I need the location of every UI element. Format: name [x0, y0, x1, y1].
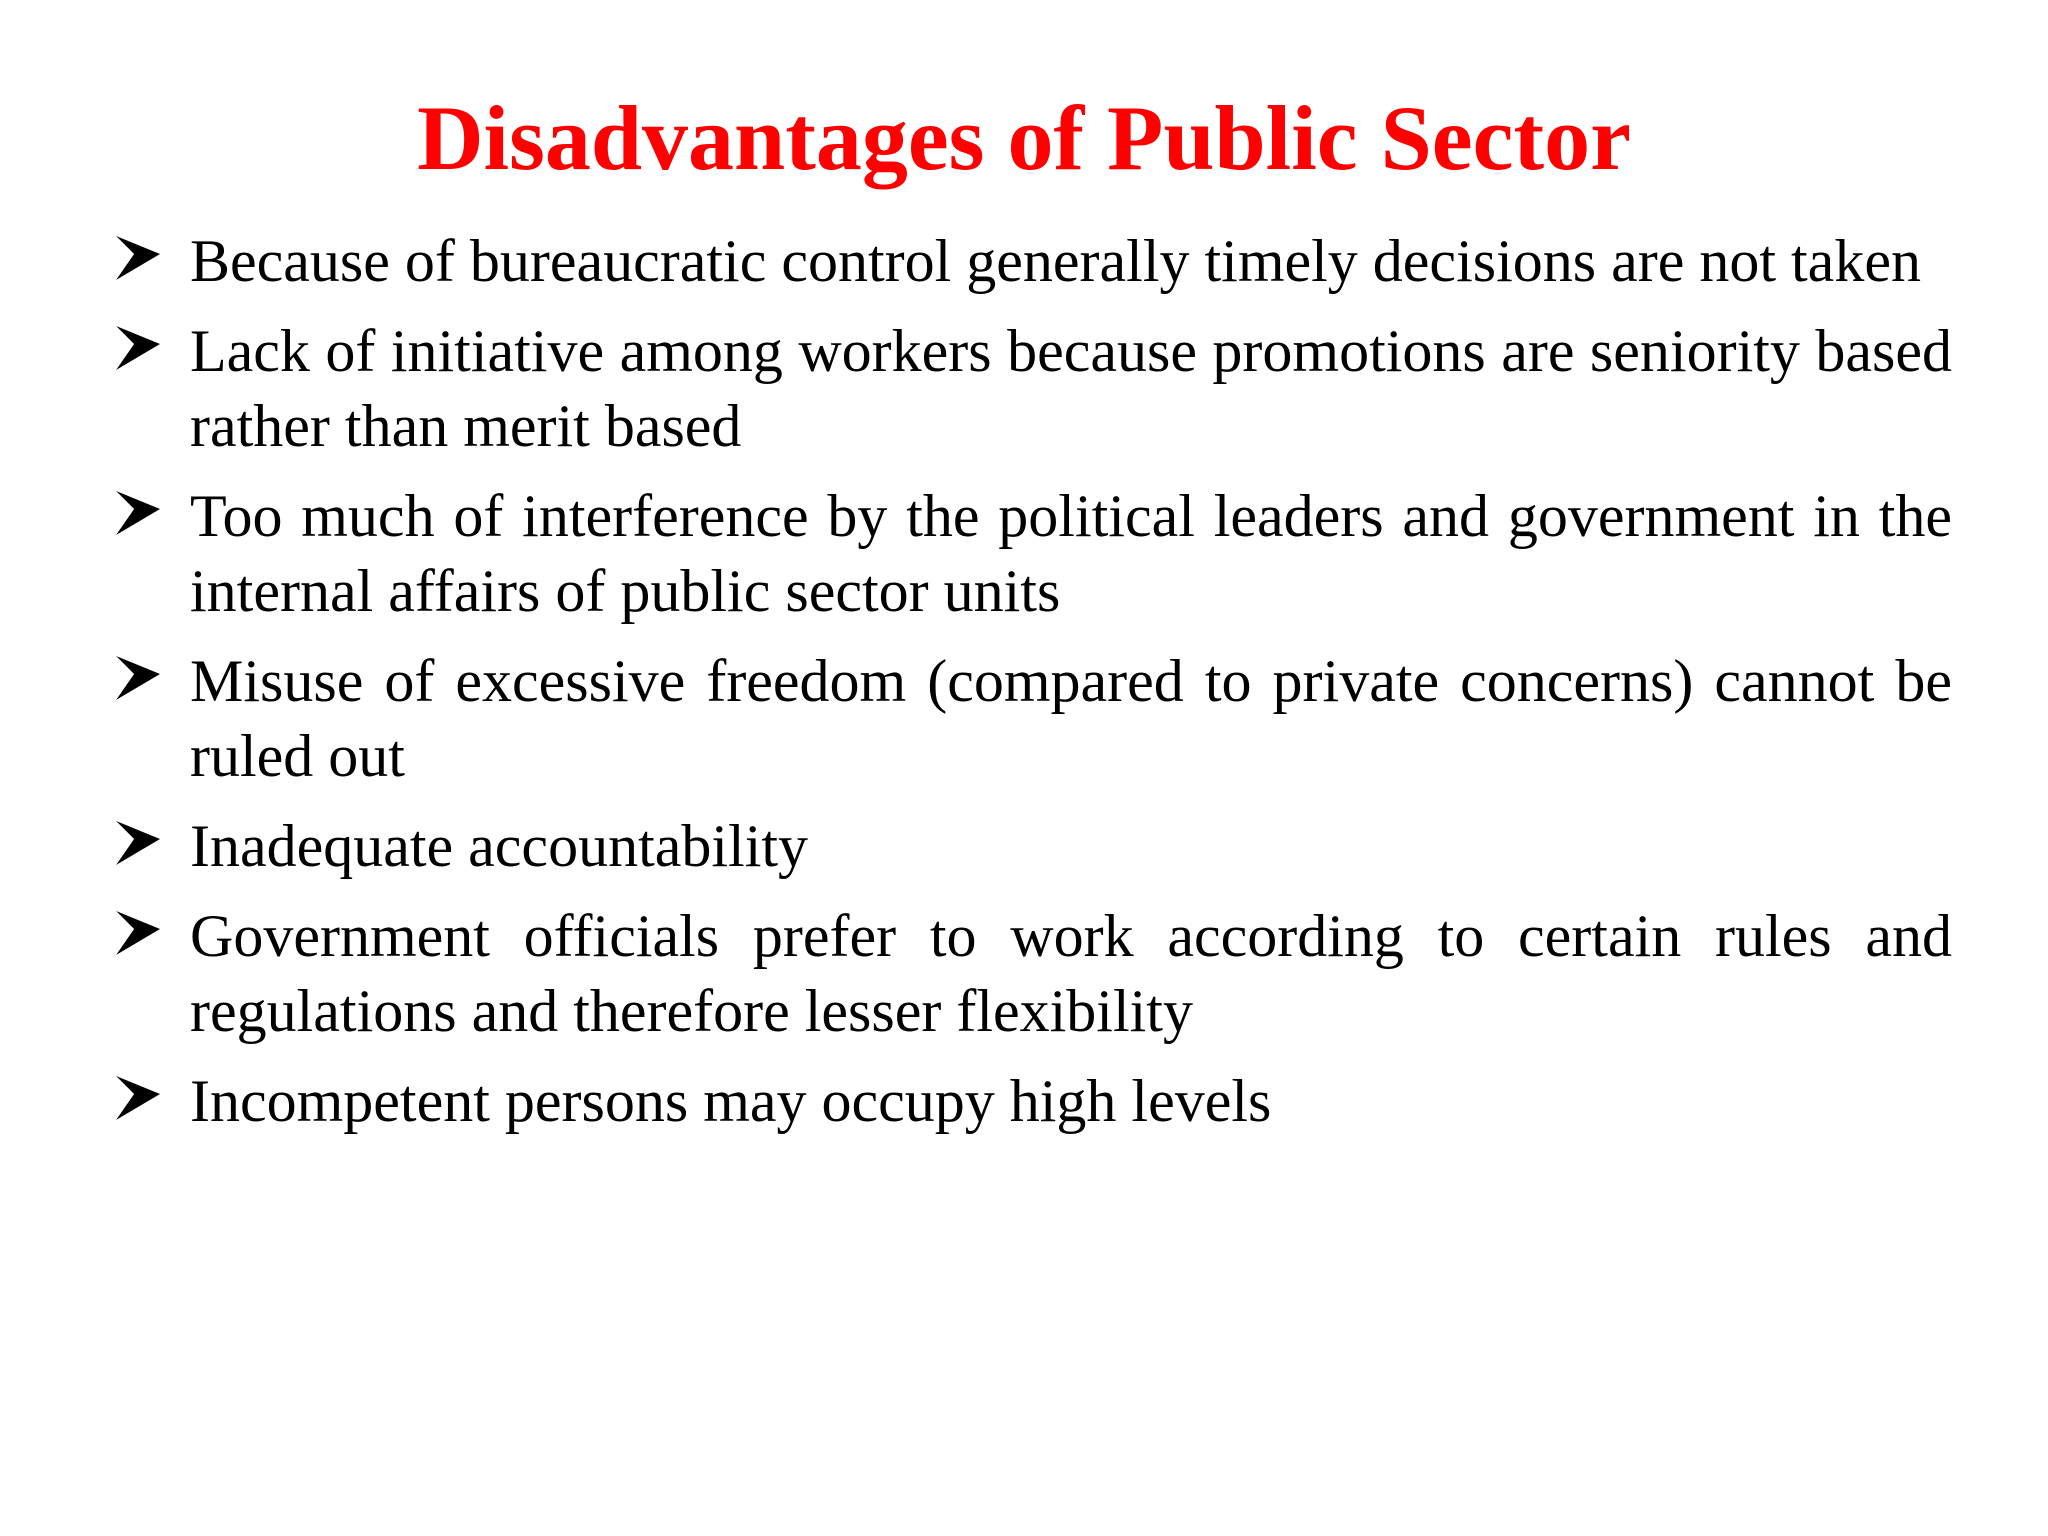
bullet-text: Government officials prefer to work according to certain rules and regulations and therefore lesser flexibility	[190, 903, 1952, 1044]
bullet-list	[0, 224, 2048, 1154]
bullet-text: Incompetent persons may occupy high levels	[190, 1068, 1272, 1134]
bullet-item	[0, 1064, 1952, 1139]
bullet-item	[0, 224, 1952, 299]
bullet-text: Because of bureaucratic control generally timely decisions are not taken	[190, 228, 1921, 294]
arrowhead-bullet-icon	[112, 322, 164, 374]
bullet-item	[0, 644, 1952, 794]
arrowhead-bullet-icon	[112, 232, 164, 284]
arrowhead-bullet-icon	[112, 487, 164, 539]
arrowhead-bullet-icon	[112, 907, 164, 959]
bullet-item	[0, 809, 1952, 884]
bullet-item	[0, 479, 1952, 629]
bullet-text: Too much of interference by the political leaders and government in the internal affairs of public sector units	[190, 483, 1952, 624]
bullet-item	[0, 899, 1952, 1049]
bullet-text: Lack of initiative among workers because promotions are seniority based rather than merit based	[190, 318, 1952, 459]
bullet-text: Inadequate accountability	[190, 813, 809, 879]
bullet-text: Misuse of excessive freedom (compared to private concerns) cannot be ruled out	[190, 648, 1952, 789]
arrowhead-bullet-icon	[112, 652, 164, 704]
arrowhead-bullet-icon	[112, 1072, 164, 1124]
arrowhead-bullet-icon	[112, 817, 164, 869]
slide-title: Disadvantages of Public Sector	[417, 87, 1631, 189]
bullet-item	[0, 314, 1952, 464]
